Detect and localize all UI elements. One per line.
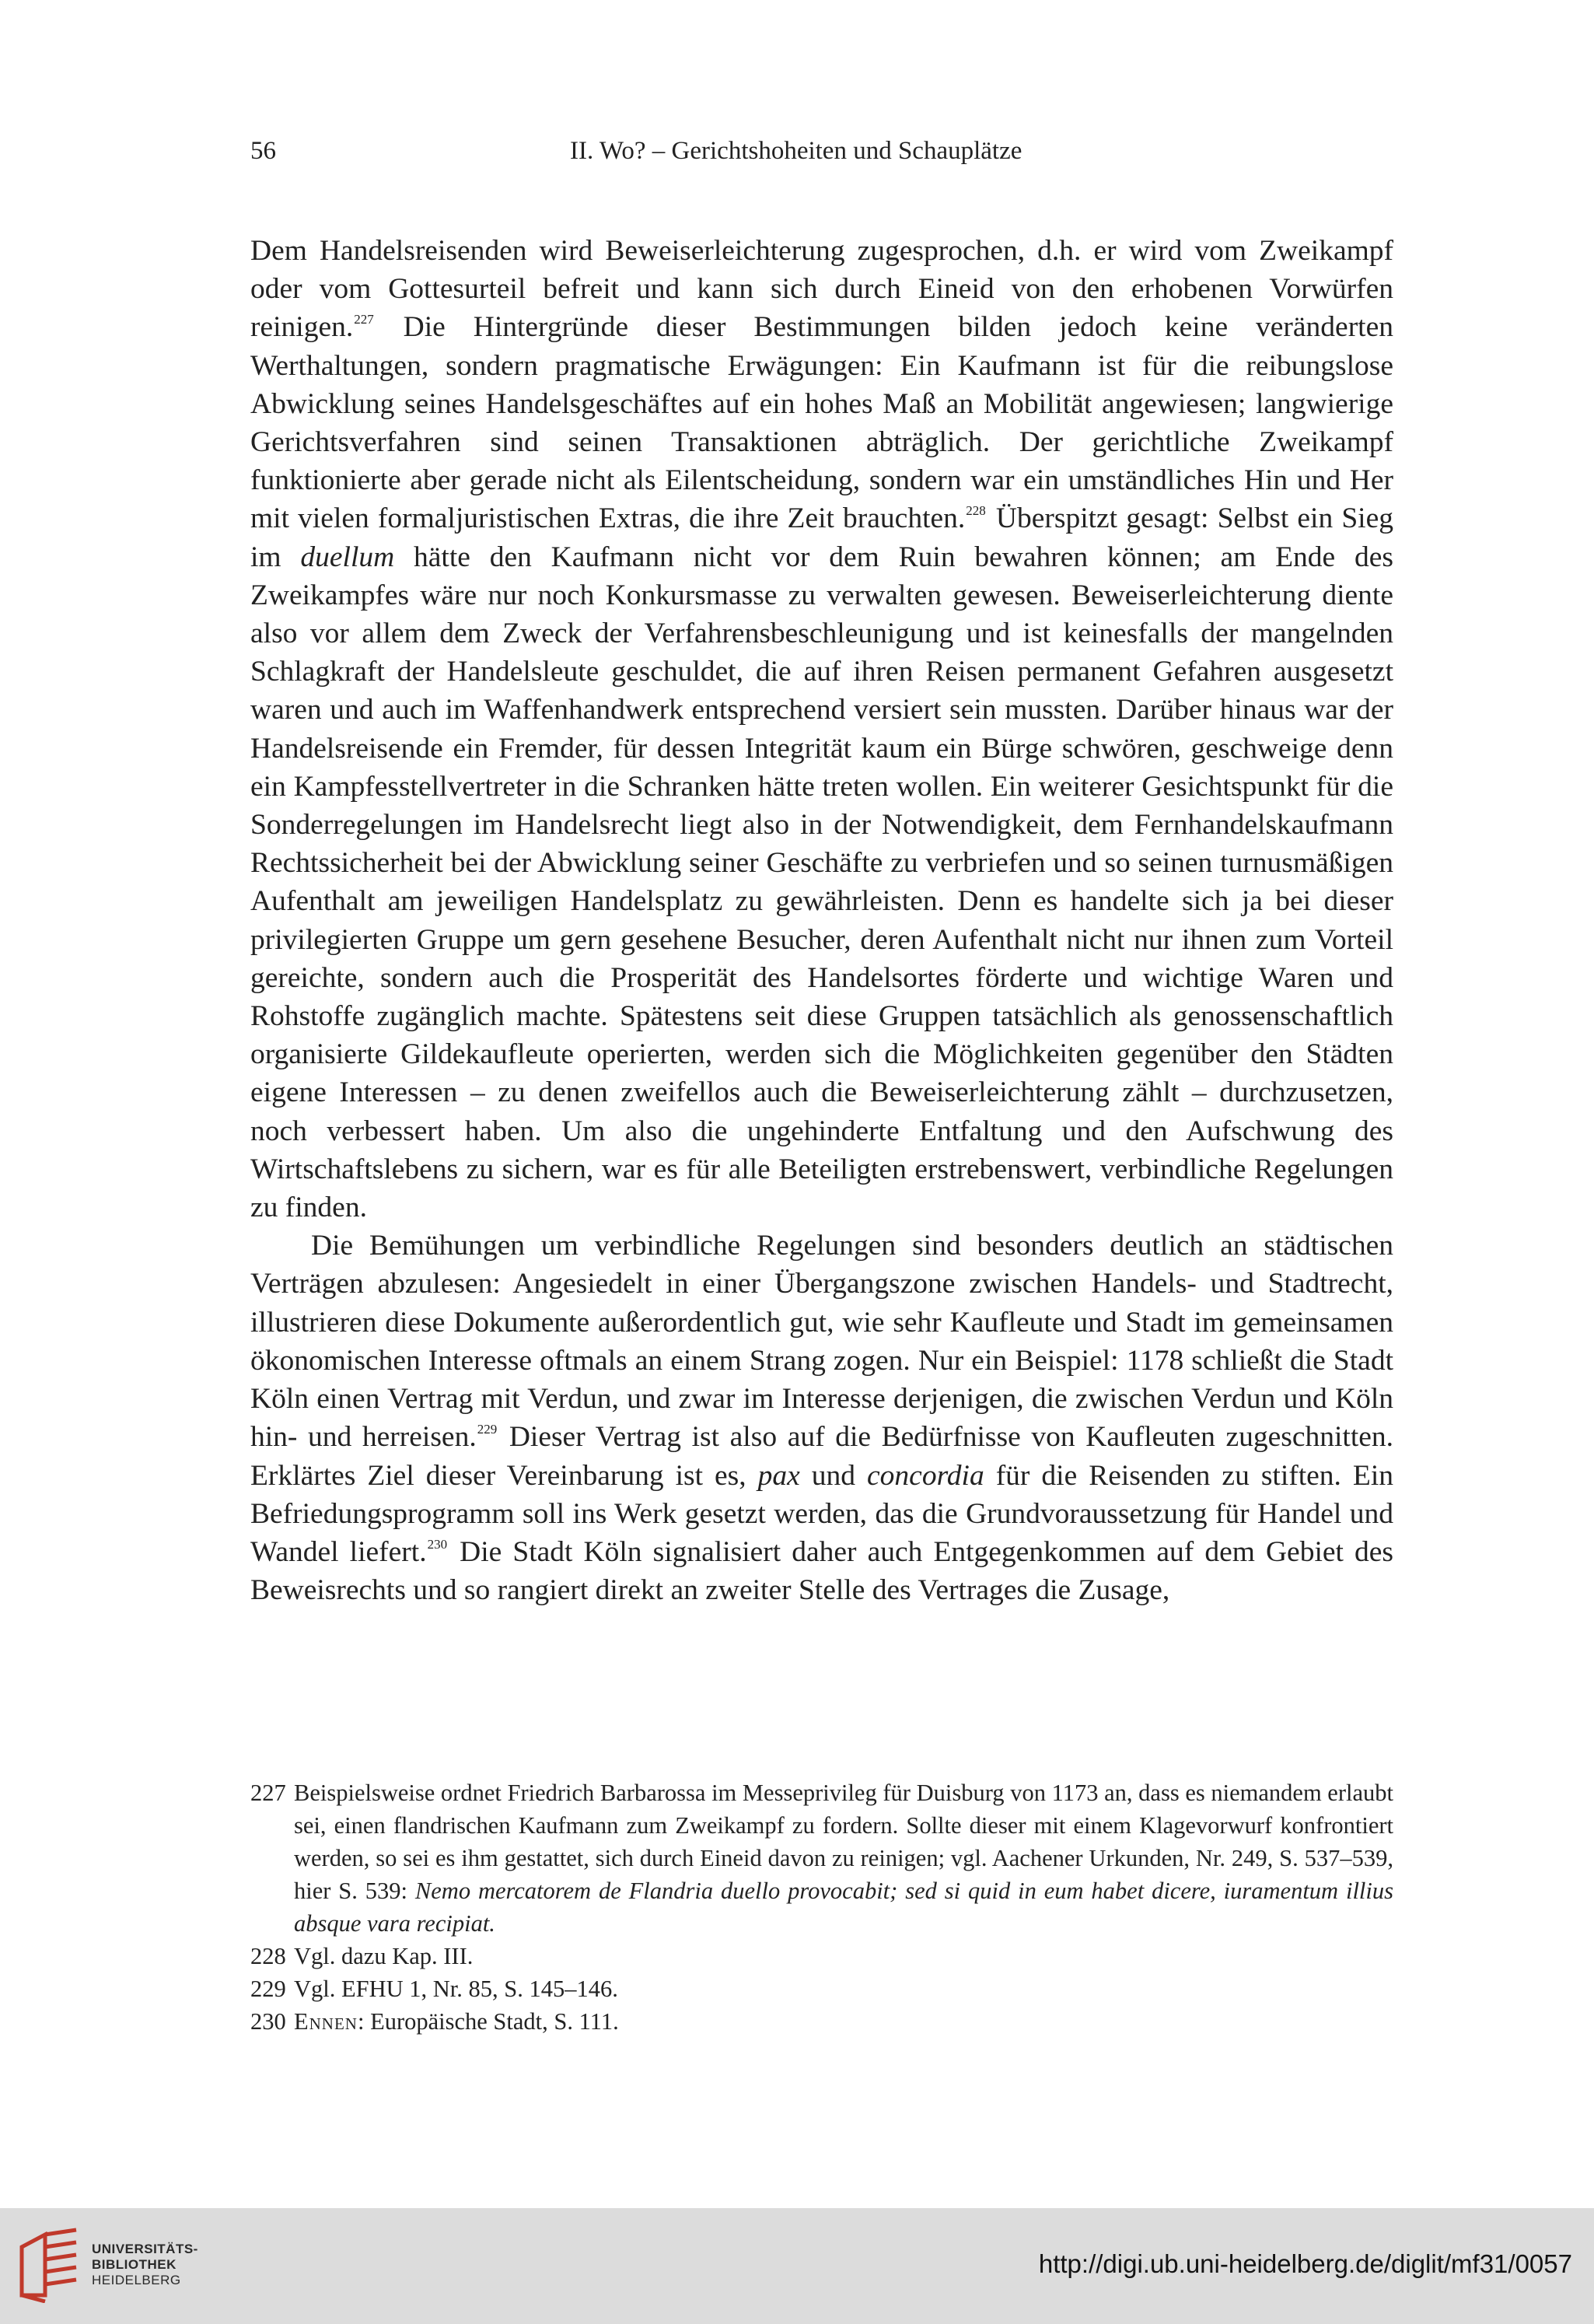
paragraph-text: Dem Handelsreisenden wird Beweiserleichterung zugesprochen, d.h. er wird vom Zweikampf oder vom Gottesurteil befreit und kann sich durch Eineid von den erhobenen Vorwürfen reinigen. — [250, 235, 1393, 344]
footnote-number: 230 — [250, 2008, 286, 2035]
footnote-228 — [250, 1940, 1393, 1972]
body-text — [250, 232, 1393, 1609]
running-title: II. Wo? – Gerichtshoheiten und Schauplätze — [570, 137, 1022, 165]
paragraph-text: Die Stadt Köln signalisiert daher auch Entgegenkommen auf dem Gebiet des Beweisrechts und so rangiert direkt an zweiter Stelle des Vertrages die Zusage, — [250, 1535, 1393, 1607]
source-url-link[interactable]: http://digi.ub.uni-heidelberg.de/diglit/mf31/0057 — [1038, 2249, 1572, 2278]
paragraph-1 — [250, 232, 1393, 1227]
logo-line: BIBLIOTHEK — [92, 2257, 177, 2272]
paragraph-text: hätte den Kaufmann nicht vor dem Ruin bewahren können; am Ende des Zweikampfes wäre nur noch Konkursmasse zu verwalten gewesen. Beweiserleichterung diente also vor allem dem Zweck der Verfahrensbeschleunigung und ist keinesfalls der mangelnden Schlagkraft der Handelsleute geschuldet, die auf ihren Reisen permanent Gefahren ausgesetzt waren und auch im Waffenhandwerk entsprechend versiert sein mussten. Darüber hinaus war der Handelsreisende ein Fremder, für dessen Integrität kaum ein Bürge schwören, geschweige denn ein Kampfesstellvertreter in die Schranken hätte treten wollen. Ein weiterer Gesichtspunkt für die Sonderregelungen im Handelsrecht liegt also in der Notwendigkeit, dem Fernhandelskaufmann Rechtssicherheit bei der Abwicklung seiner Geschäfte zu verbriefen und so seinen turnusmäßigen Aufenthalt am jeweiligen Handelsplatz zu gewährleisten. Denn es handelte sich ja bei dieser privilegierten Gruppe um gern gesehene Besucher, deren Aufenthalt nicht nur ihnen zum Vorteil gereichte, sondern auch die Prosperität des Handelsortes förderte und wichtige Waren und Rohstoffe zugänglich machte. Spätestens seit diese Gruppen tatsächlich als genossenschaftlich organisierte Gildekaufleute operierten, werden sich die Möglichkeiten gegenüber den Städten eigene Interessen – zu denen zweifellos auch die Beweiserleichterung zählt – durchzusetzen, noch verbessert haben. Um also die ungehinderte Entfaltung und den Aufschwung des Wirtschaftslebens zu sichern, war es für alle Beteiligten erstrebenswert, verbindliche Regelungen zu finden. — [250, 541, 1393, 1224]
paragraph-text: für die Reisenden zu stiften. Ein Befriedungsprogramm soll ins Werk gesetzt werden, das die Grundvoraussetzung für Handel und Wandel liefert. — [250, 1459, 1393, 1568]
footnote-ref-227[interactable]: 227 — [354, 312, 374, 327]
paragraph-2 — [250, 1227, 1393, 1609]
footnote-ref-229[interactable]: 229 — [477, 1422, 498, 1437]
paragraph-text: Überspitzt gesagt: Selbst ein Sieg im — [250, 502, 1393, 573]
paragraph-text: Die Hintergründe dieser Bestimmungen bilden jedoch keine veränderten Werthaltungen, sondern pragmatische Erwägungen: Ein Kaufmann ist für die reibungslose Abwicklung seines Handelsgeschäftes auf ein hohes Maß an Mobilität angewiesen; langwierige Gerichtsverfahren sind seinen Transaktionen abträglich. Der gerichtliche Zweikampf funktionierte aber gerade nicht als Eilentscheidung, sondern war ein umständliches Hin und Her mit vielen formaljuristischen Extras, die ihre Zeit brauchten. — [250, 311, 1393, 535]
latin-term: duellum — [300, 541, 395, 573]
footnote-text: Beispielsweise ordnet Friedrich Barbarossa im Messeprivileg für Duisburg von 1173 an, dass es niemandem erlaubt sei, einen flandrischen Kaufmann zum Zweikampf zu fordern. Sollte dieser mit einem Klagevorwurf konfrontiert werden, so sei es ihm gestattet, sich durch Eineid davon zu reinigen; vgl. Aachener Urkunden, Nr. 249, S. 537–539, hier S. 539: — [294, 1780, 1393, 1904]
footnote-227 — [250, 1776, 1393, 1940]
footer-bar — [0, 2208, 1594, 2324]
logo-line: HEIDELBERG — [92, 2273, 181, 2287]
footnote-number: 227 — [250, 1780, 286, 1806]
library-logo-icon — [14, 2224, 84, 2303]
footnote-text: Vgl. EFHU 1, Nr. 85, S. 145–146. — [294, 1976, 618, 2002]
running-head — [250, 137, 1393, 176]
footnote-ref-228[interactable]: 228 — [966, 503, 986, 519]
footnotes — [250, 1776, 1393, 2038]
footnote-text: : Europäische Stadt, S. 111. — [357, 2008, 619, 2035]
library-logo-text — [92, 2242, 198, 2288]
footnote-230 — [250, 2005, 1393, 2038]
paragraph-text: Die Bemühungen um verbindliche Regelungen sind besonders deutlich an städtischen Verträgen abzulesen: Angesiedelt in einer Übergangszone zwischen Handels- und Stadtrecht, illustrieren diese Dokumente außerordentlich gut, wie sehr Kaufleute und Stadt im gemeinsamen ökonomischen Interesse oftmals an einem Strang zogen. Nur ein Beispiel: 1178 schließt die Stadt Köln einen Vertrag mit Verdun, und zwar im Interesse derjenigen, die zwischen Verdun und Köln hin- und herreisen. — [250, 1230, 1393, 1454]
footnote-229 — [250, 1972, 1393, 2005]
paragraph-text: und — [799, 1459, 868, 1492]
footnote-quote: Nemo mercatorem de Flandria duello provocabit; sed si quid in eum habet dicere, iuramentum illius absque vara recipiat. — [294, 1878, 1393, 1937]
footnote-author: Ennen — [294, 2008, 358, 2035]
footnote-number: 228 — [250, 1943, 286, 1969]
footnote-text: Vgl. dazu Kap. III. — [294, 1943, 474, 1969]
latin-term: concordia — [867, 1459, 984, 1492]
logo-line: UNIVERSITÄTS- — [92, 2242, 198, 2256]
page-number: 56 — [250, 137, 276, 165]
footnote-number: 229 — [250, 1976, 286, 2002]
paragraph-text: Dieser Vertrag ist also auf die Bedürfnisse von Kaufleuten zugeschnitten. Erklärtes Ziel dieser Vereinbarung ist es, — [250, 1421, 1394, 1492]
footnote-ref-230[interactable]: 230 — [427, 1536, 448, 1552]
latin-term: pax — [757, 1459, 800, 1492]
